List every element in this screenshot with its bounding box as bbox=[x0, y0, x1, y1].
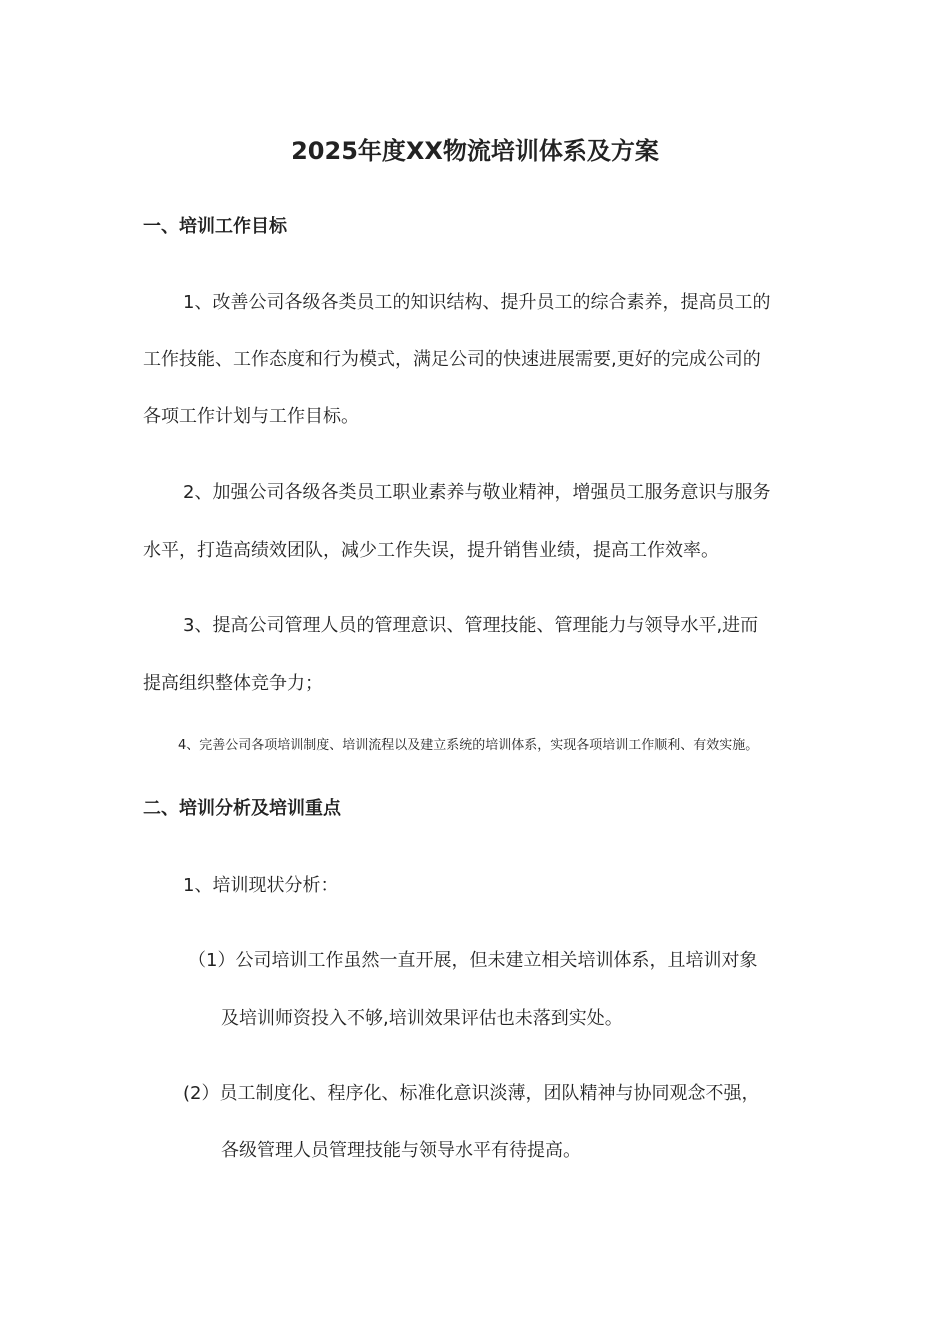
analysis-point-2-line-1: (2）员工制度化、程序化、标准化意识淡薄，团队精神与协同观念不强， bbox=[183, 1083, 760, 1104]
goal-1-line-3: 各项工作计划与工作目标。 bbox=[143, 406, 359, 427]
goal-2-line-2: 水平，打造高绩效团队，减少工作失误，提升销售业绩，提高工作效率。 bbox=[143, 540, 719, 561]
goal-3-line-2: 提高组织整体竞争力； bbox=[143, 673, 323, 694]
goal-1-line-2: 工作技能、工作态度和行为模式，满足公司的快速进展需要,更好的完成公司的 bbox=[143, 349, 761, 370]
document-title: 2025年度XX物流培训体系及方案 bbox=[291, 137, 659, 165]
goal-4-line-1: 4、完善公司各项培训制度、培训流程以及建立系统的培训体系，实现各项培训工作顺利、有效实施。 bbox=[178, 738, 759, 753]
section-heading-training-goals: 一、培训工作目标 bbox=[143, 216, 287, 237]
goal-1-line-1: 1、改善公司各级各类员工的知识结构、提升员工的综合素养，提高员工的 bbox=[183, 292, 771, 313]
section-heading-training-analysis: 二、培训分析及培训重点 bbox=[143, 798, 341, 819]
goal-3-line-1: 3、提高公司管理人员的管理意识、管理技能、管理能力与领导水平,进而 bbox=[183, 615, 759, 636]
analysis-point-2-line-2: 各级管理人员管理技能与领导水平有待提高。 bbox=[221, 1140, 581, 1161]
analysis-point-1-line-2: 及培训师资投入不够,培训效果评估也未落到实处。 bbox=[221, 1008, 623, 1029]
analysis-point-1-line-1: （1）公司培训工作虽然一直开展，但未建立相关培训体系，且培训对象 bbox=[188, 950, 758, 971]
subheading-current-analysis: 1、培训现状分析： bbox=[183, 875, 339, 896]
goal-2-line-1: 2、加强公司各级各类员工职业素养与敬业精神，增强员工服务意识与服务 bbox=[183, 482, 771, 503]
